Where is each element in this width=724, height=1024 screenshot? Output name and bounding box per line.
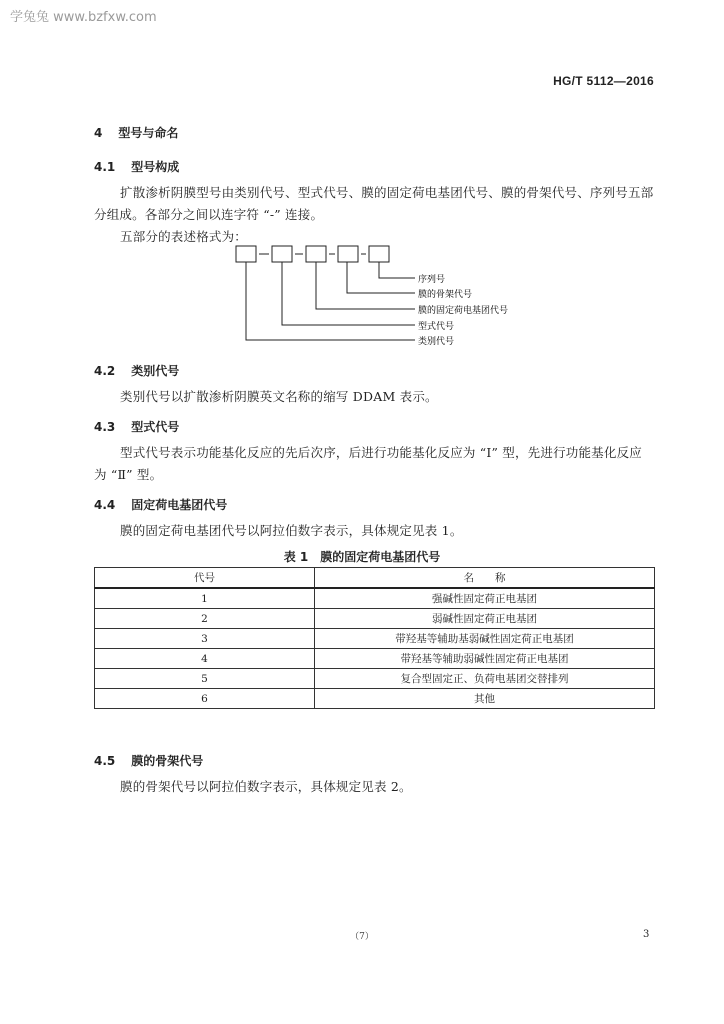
diagram-label-category: 类别代号 [418, 337, 455, 347]
table-row [95, 588, 655, 609]
watermark: 学兔兔 www.bzfxw.com [10, 10, 157, 25]
standard-code: HG/T 5112—2016 [553, 74, 654, 88]
table-cell-code: 3 [95, 629, 315, 649]
table-1 [94, 567, 655, 709]
section-title: 型号与命名 [118, 126, 179, 140]
section-title: 固定荷电基团代号 [131, 498, 228, 512]
section-4-5-heading [94, 752, 203, 769]
table-cell-name: 强碱性固定荷正电基团 [315, 588, 655, 609]
section-title: 膜的骨架代号 [131, 754, 204, 768]
section-number: 4.5 [94, 754, 116, 768]
table-row [95, 629, 655, 649]
paragraph-4-1-line1: 扩散渗析阴膜型号由类别代号、型式代号、膜的固定荷电基团代号、膜的骨架代号、序列号五部 [120, 185, 654, 200]
table-row [95, 669, 655, 689]
section-title: 型式代号 [131, 420, 180, 434]
paragraph-4-1-line3: 五部分的表述格式为： [120, 229, 248, 244]
paragraph-4-3-line1: 型式代号表示功能基化反应的先后次序，后进行功能基化反应为 “Ⅰ” 型，先进行功能基化反应 [120, 445, 642, 460]
diagram-label-skeleton: 膜的骨架代号 [418, 290, 473, 300]
table-header-code: 代号 [95, 568, 315, 589]
box-category [236, 246, 256, 262]
section-number: 4 [94, 126, 103, 140]
footer-center-mark: （7） [350, 932, 374, 942]
table-1-title: 表 1 膜的固定荷电基团代号 [283, 550, 441, 564]
section-number: 4.2 [94, 364, 116, 378]
table-row [95, 609, 655, 629]
box-serial [369, 246, 389, 262]
leader-charge-group [316, 262, 415, 309]
table-cell-name: 弱碱性固定荷正电基团 [315, 609, 655, 629]
section-number: 4.1 [94, 160, 116, 174]
table-cell-name: 复合型固定正、负荷电基团交替排列 [315, 669, 655, 689]
table-cell-name: 带羟基等辅助弱碱性固定荷正电基团 [315, 649, 655, 669]
table-cell-name: 其他 [315, 689, 655, 709]
table-cell-code: 6 [95, 689, 315, 709]
section-4-4-heading [94, 496, 227, 513]
section-number: 4.3 [94, 420, 116, 434]
table-header-name: 名 称 [315, 568, 655, 589]
section-4-2-heading [94, 362, 179, 379]
paragraph-4-3-line2: 为 “Ⅱ” 型。 [94, 467, 163, 482]
section-4-3-heading [94, 418, 179, 435]
table-cell-name: 带羟基等辅助基弱碱性固定荷正电基团 [315, 629, 655, 649]
box-type [272, 246, 292, 262]
box-skeleton [338, 246, 358, 262]
section-number: 4.4 [94, 498, 116, 512]
table-cell-code: 2 [95, 609, 315, 629]
model-format-diagram [0, 0, 724, 360]
table-cell-code: 1 [95, 588, 315, 609]
diagram-label-serial: 序列号 [418, 275, 446, 285]
paragraph-4-2: 类别代号以扩散渗析阴膜英文名称的缩写 DDAM 表示。 [120, 389, 438, 404]
paragraph-4-1-line2: 分组成。各部分之间以连字符 “-” 连接。 [94, 207, 324, 222]
page-number: 3 [643, 929, 650, 940]
leader-category [246, 262, 415, 340]
box-charge-group [306, 246, 326, 262]
leader-serial [379, 262, 415, 278]
diagram-label-charge-group: 膜的固定荷电基团代号 [418, 306, 509, 316]
diagram-label-type: 型式代号 [418, 322, 455, 332]
paragraph-4-4: 膜的固定荷电基团代号以阿拉伯数字表示，具体规定见表 1。 [120, 523, 463, 538]
table-row [95, 649, 655, 669]
table-cell-code: 4 [95, 649, 315, 669]
section-title: 类别代号 [131, 364, 180, 378]
section-title: 型号构成 [131, 160, 180, 174]
table-header-row [95, 568, 655, 589]
table-row [95, 689, 655, 709]
table-cell-code: 5 [95, 669, 315, 689]
paragraph-4-5: 膜的骨架代号以阿拉伯数字表示，具体规定见表 2。 [120, 779, 412, 794]
